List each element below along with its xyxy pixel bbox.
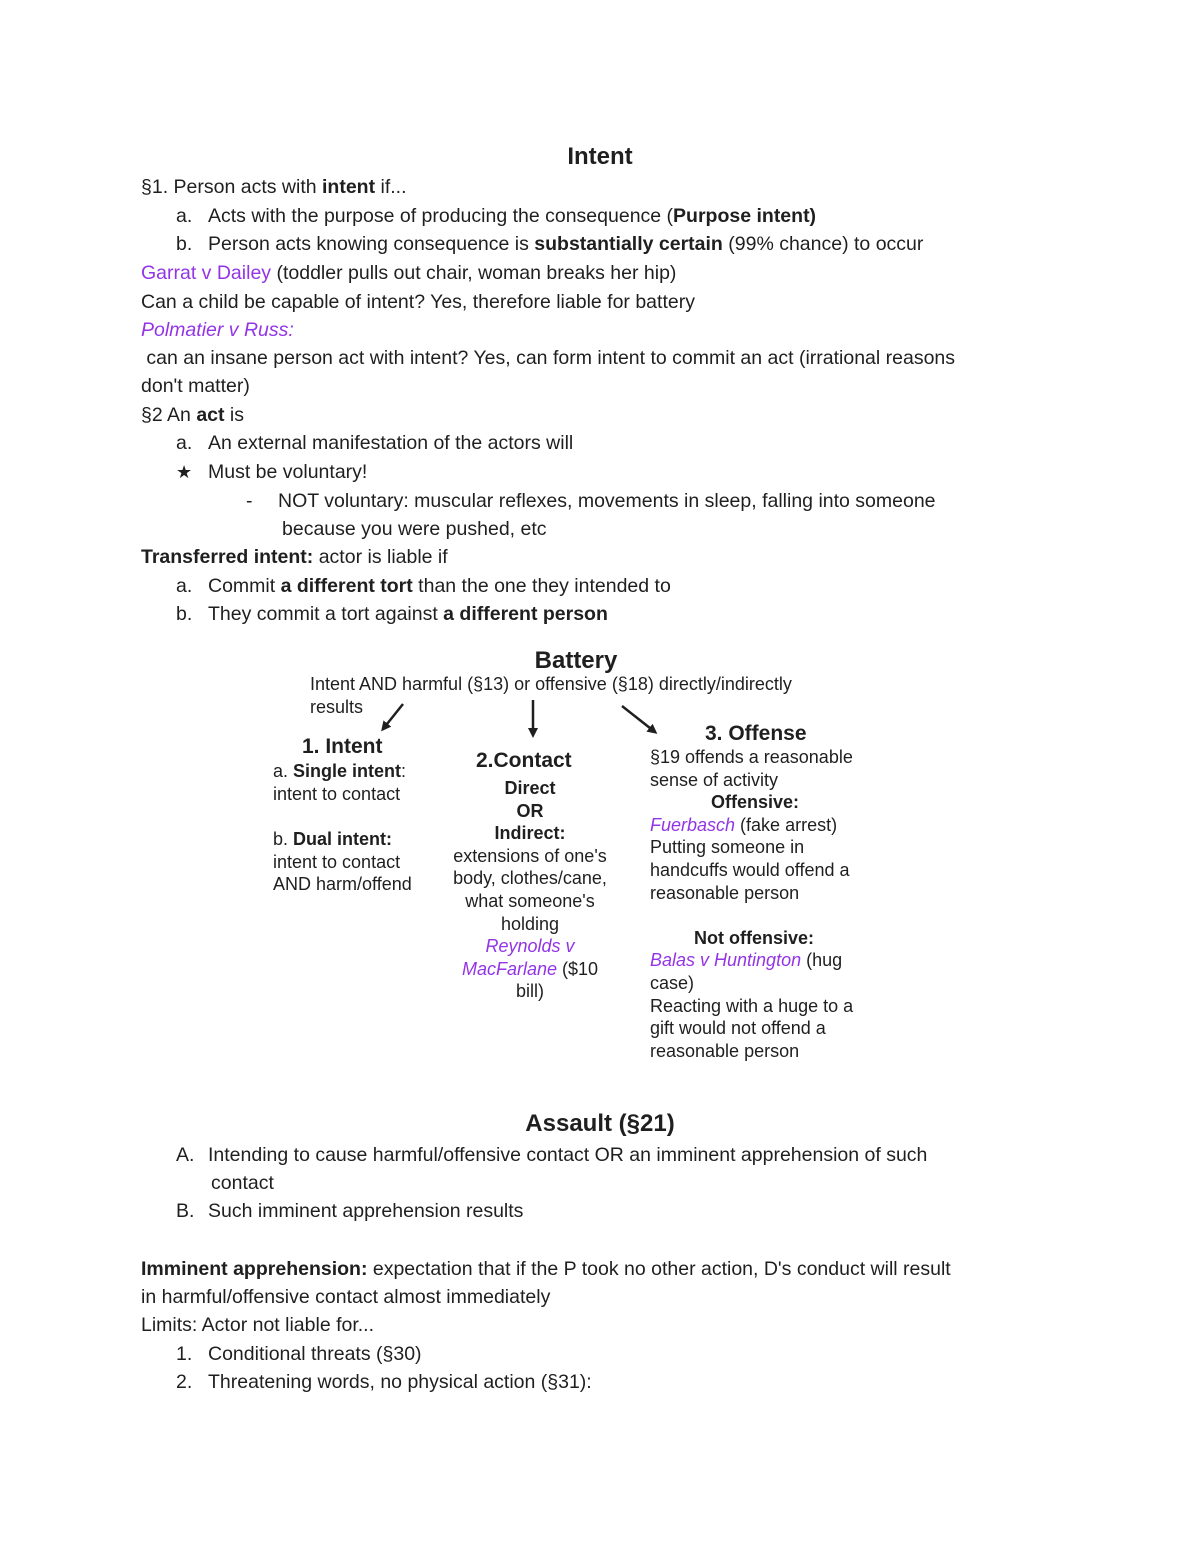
contact-column: Direct OR Indirect: extensions of one's body, clothes/cane, what someone's holding Reynolds v MacFarlane ($10 bill) (430, 777, 630, 1003)
limit-item-1: 1. Conditional threats (§30) (176, 1343, 422, 1365)
case-fuerbasch: Fuerbasch (650, 814, 736, 835)
battery-definition-1: Intent AND harmful (§13) or offensive (§18) directly/indirectly (310, 674, 792, 694)
case-balas: Balas v Huntington (650, 950, 802, 971)
battery-offense-title: 3. Offense (705, 722, 807, 745)
assault-title: Assault (§21) (525, 1110, 675, 1137)
intent-s2: §2 An act is (141, 404, 244, 426)
case-polmatier: Polmatier v Russ: (141, 319, 294, 341)
intent-s1: §1. Person acts with intent if... (141, 176, 407, 198)
transferred-intent: Transferred intent: actor is liable if (141, 546, 448, 568)
imminent-apprehension-line2: in harmful/offensive contact almost immediately (141, 1286, 551, 1308)
insane-line-1: can an insane person act with intent? Yes, can form intent to commit an act (irrational reasons (141, 347, 956, 369)
limits: Limits: Actor not liable for... (141, 1314, 375, 1336)
not-voluntary-line2: because you were pushed, etc (282, 518, 547, 540)
battery-contact-title: 2.Contact (476, 749, 572, 772)
battery-intent-title: 1. Intent (302, 735, 383, 758)
dual-intent-desc-1: intent to contact (273, 852, 401, 872)
arrow-to-intent (383, 704, 403, 729)
dual-intent: b. Dual intent: (273, 829, 393, 849)
assault-item-a: A. Intending to cause harmful/offensive contact OR an imminent apprehension of such (176, 1144, 928, 1166)
case-reynolds: Reynolds v (485, 936, 575, 957)
battery-title: Battery (534, 647, 618, 674)
star-icon: ★ (176, 462, 193, 482)
intent-item-b: b. Person acts knowing consequence is substantially certain (99% chance) to occur (176, 233, 924, 255)
offense-column: §19 offends a reasonable sense of activity Offensive: Fuerbasch (fake arrest) Putting someone in handcuffs would offend a reasonable person Not offensive: Balas v Huntington (hug case) Reacting with a huge to a gift would not offend a reasonable person (650, 747, 854, 1061)
battery-definition-2: results (310, 697, 364, 717)
dual-intent-desc-2: AND harm/offend (273, 874, 412, 894)
s2-item-a: a. An external manifestation of the actors will (176, 432, 574, 454)
assault-item-a-line2: contact (211, 1172, 274, 1194)
s2-item-star: ★ Must be voluntary! (176, 458, 367, 487)
limit-item-2: 2. Threatening words, no physical action (§31): (176, 1371, 592, 1393)
child-question: Can a child be capable of intent? Yes, therefore liable for battery (141, 291, 695, 313)
transferred-item-b: b. They commit a tort against a different person (176, 603, 608, 625)
imminent-apprehension: Imminent apprehension: expectation that if the P took no other action, D's conduct will result (141, 1258, 951, 1280)
assault-item-b: B. Such imminent apprehension results (176, 1200, 524, 1222)
transferred-item-a: a. Commit a different tort than the one they intended to (176, 575, 671, 597)
intent-title: Intent (567, 143, 633, 170)
single-intent: a. Single intent: (273, 761, 407, 781)
single-intent-desc: intent to contact (273, 784, 401, 804)
insane-line-2: don't matter) (141, 375, 250, 397)
case-garrat: Garrat v Dailey (toddler pulls out chair, woman breaks her hip) (141, 262, 677, 284)
intent-item-a: a. Acts with the purpose of producing the consequence (Purpose intent) (176, 205, 817, 227)
not-voluntary-item: - NOT voluntary: muscular reflexes, movements in sleep, falling into someone (246, 490, 936, 512)
arrow-to-offense (622, 706, 655, 732)
